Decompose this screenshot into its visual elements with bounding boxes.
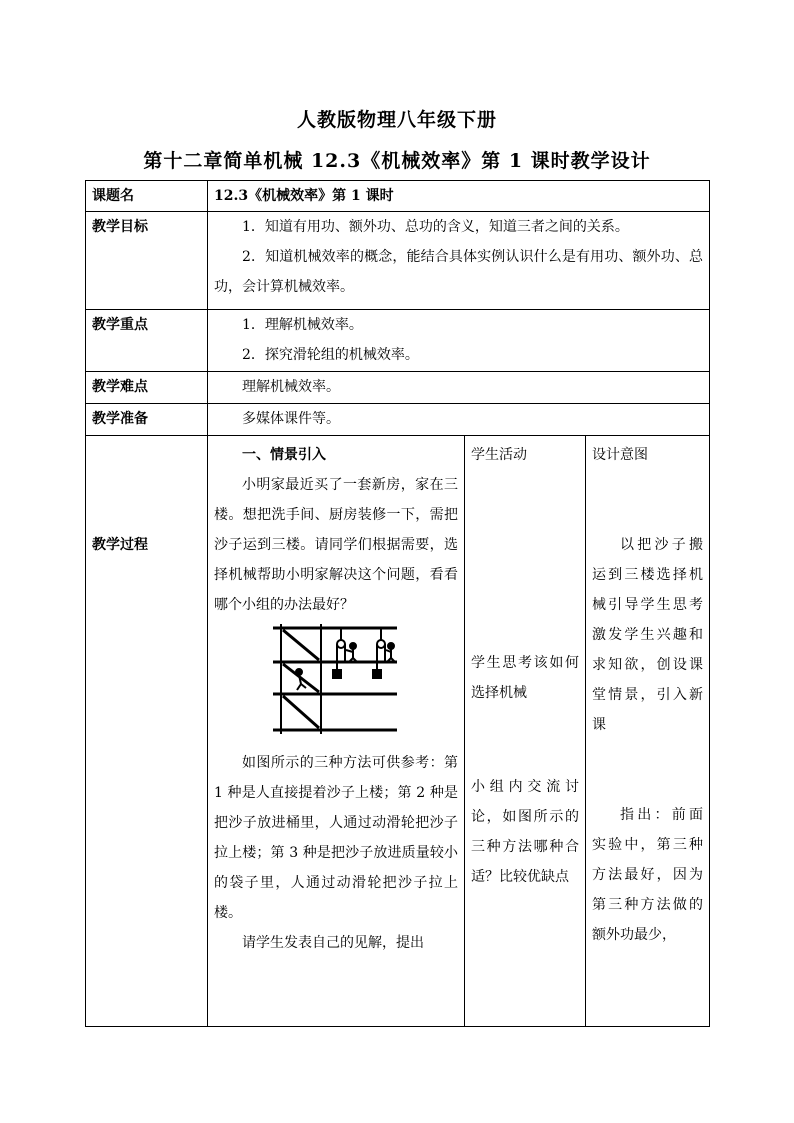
process-label: 教学过程 <box>86 436 208 1027</box>
document-subtitle: 第十二章简单机械 12.3《机械效率》第 1 课时教学设计 <box>143 150 651 172</box>
key-item: 2．探究滑轮组的机械效率。 <box>242 347 419 363</box>
goal-item: 2．知道机械效率的概念，能结合具体实例认识什么是有用功、额外功、总功，会计算机械效率。 <box>214 249 704 295</box>
document-title: 人教版物理八年级下册 <box>296 109 497 131</box>
row-difficulty <box>86 372 710 404</box>
topic-value: 12.3《机械效率》第 1 课时 <box>208 181 710 212</box>
difficulty-label: 教学难点 <box>86 372 208 404</box>
intro-text: 小明家最近买了一套新房，家在三楼。想把洗手间、厨房装修一下，需把沙子运到三楼。请同学们根据需要，选择机械帮助小明家解决这个问题，看看哪个小组的办法最好？ <box>214 477 458 613</box>
lesson-plan-table <box>85 180 710 1027</box>
row-goals <box>86 212 710 310</box>
prep-label: 教学准备 <box>86 404 208 436</box>
student-activity-1: 学生思考该如何选择机械 <box>471 655 579 701</box>
key-label: 教学重点 <box>86 310 208 372</box>
design-intent-2: 指出：前面实验中，第三种方法最好，因为第三种方法做的额外功最少， <box>592 807 704 943</box>
student-activity-header: 学生活动 <box>471 447 527 463</box>
key-item: 1．理解机械效率。 <box>242 317 363 333</box>
design-intent-1: 以把沙子搬运到三楼选择机械引导学生思考激发学生兴趣和求知欲，创设课堂情景，引入新课 <box>592 537 704 733</box>
row-key-points <box>86 310 710 372</box>
student-activity-2: 小组内交流讨论，如图所示的三种方法哪种合适？比较优缺点 <box>471 779 579 885</box>
goal-item: 1．知道有用功、额外功、总功的含义，知道三者之间的关系。 <box>242 219 629 235</box>
scaffold-pulley-icon <box>271 622 401 736</box>
design-intent-header: 设计意图 <box>592 447 648 463</box>
row-process <box>86 436 710 1027</box>
prep-value: 多媒体课件等。 <box>208 404 710 436</box>
section-heading: 一、情景引入 <box>242 447 326 463</box>
design-intent-column <box>586 436 710 1027</box>
process-content <box>208 436 465 1027</box>
key-cell <box>208 310 710 372</box>
methods-text: 如图所示的三种方法可供参考：第 1 种是人直接提着沙子上楼；第 2 种是把沙子放进桶里，人通过动滑轮把沙子拉上楼；第 3 种是把沙子放进质量较小的袋子里，人通过动滑轮把沙子拉上楼。 <box>214 755 458 921</box>
topic-label: 课题名 <box>86 181 208 212</box>
difficulty-value: 理解机械效率。 <box>208 372 710 404</box>
ask-text: 请学生发表自己的见解，提出 <box>242 935 424 951</box>
student-activity-column <box>465 436 586 1027</box>
scaffold-illustration <box>214 622 458 740</box>
row-prep <box>86 404 710 436</box>
goals-label: 教学目标 <box>86 212 208 310</box>
goals-cell <box>208 212 710 310</box>
row-topic <box>86 181 710 212</box>
